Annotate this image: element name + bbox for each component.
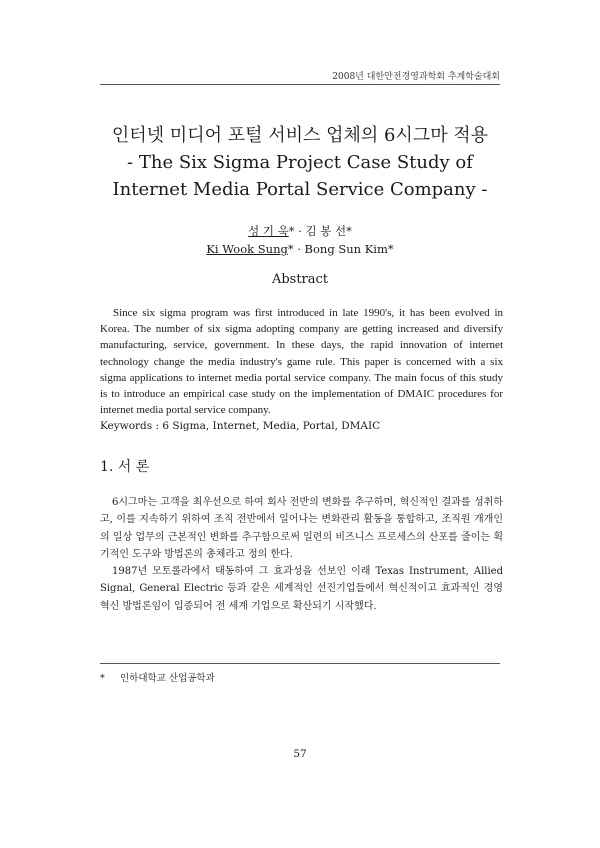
- intro-paragraph-2: 1987년 모토롤라에서 태동하여 그 효과성을 선보인 이래 Texas Instrument, Allied Signal, General Electric 등과 같은 세계적인 선진기업들에서 혁신적이고 효과적인 경영혁신 방법론임이 입증되어 전 세계 기업으로 확산되기 시작했다.: [100, 566, 503, 612]
- abstract-body: [100, 305, 503, 435]
- footnote-affiliation: 인하대학교 산업공학과: [120, 673, 215, 684]
- running-header: 2008년 대한안전경영과학회 추계학술대회: [332, 72, 500, 82]
- page-number: 57: [293, 748, 307, 760]
- authors-korean: [100, 222, 500, 240]
- header-divider: [100, 84, 500, 85]
- author1-english: Ki Wook Sung: [206, 242, 288, 256]
- title-line-korean: 인터넷 미디어 포털 서비스 업체의 6시그마 적용: [111, 125, 489, 146]
- author1-korean: 성 기 욱: [248, 224, 289, 238]
- authors-korean-rest: * · 김 봉 선*: [288, 224, 352, 238]
- footnote-divider: [100, 663, 500, 664]
- authors-english-rest: * · Bong Sun Kim*: [287, 242, 394, 256]
- abstract-text: Since six sigma program was first introduced in late 1990's, it has been evolved in Korea. The number of six sigma adopting company are getting increased and diversify manufacturing, service, government. In these days, the rapid innovation of internet technology change the media industry's game rule. This paper is concerned with a six sigma applications to internet media portal service company. The main focus of this study is to introduce an empirical case study on the implementation of DMAIC procedures for internet media portal service company.: [100, 307, 503, 417]
- paper-title: [80, 122, 520, 203]
- intro-paragraph-1: 6시그마는 고객을 최우선으로 하여 회사 전반의 변화를 추구하며, 혁신적인 결과를 성취하고, 이를 지속하기 위하여 조직 전반에서 일어나는 변화관리 활동을 통합하고, 조직원 개개인의 일상 업무의 근본적인 변화를 추구함으로써 일련의 비즈니스 프로세스의 산포를 줄이는 획기적인 도구와 방법론의 총체라고 정의 한다.: [100, 497, 503, 560]
- footnote-mark: *: [100, 673, 105, 684]
- title-line-english-1: - The Six Sigma Project Case Study of: [127, 152, 473, 173]
- section-heading-introduction: 1. 서 론: [100, 459, 150, 475]
- authors-english: [100, 240, 500, 258]
- footnote: [100, 670, 215, 684]
- introduction-body: [100, 494, 503, 615]
- keywords: Keywords : 6 Sigma, Internet, Media, Portal, DMAIC: [100, 420, 381, 433]
- abstract-heading: Abstract: [271, 272, 329, 287]
- author-block: [100, 222, 500, 258]
- title-line-english-2: Internet Media Portal Service Company -: [112, 179, 488, 200]
